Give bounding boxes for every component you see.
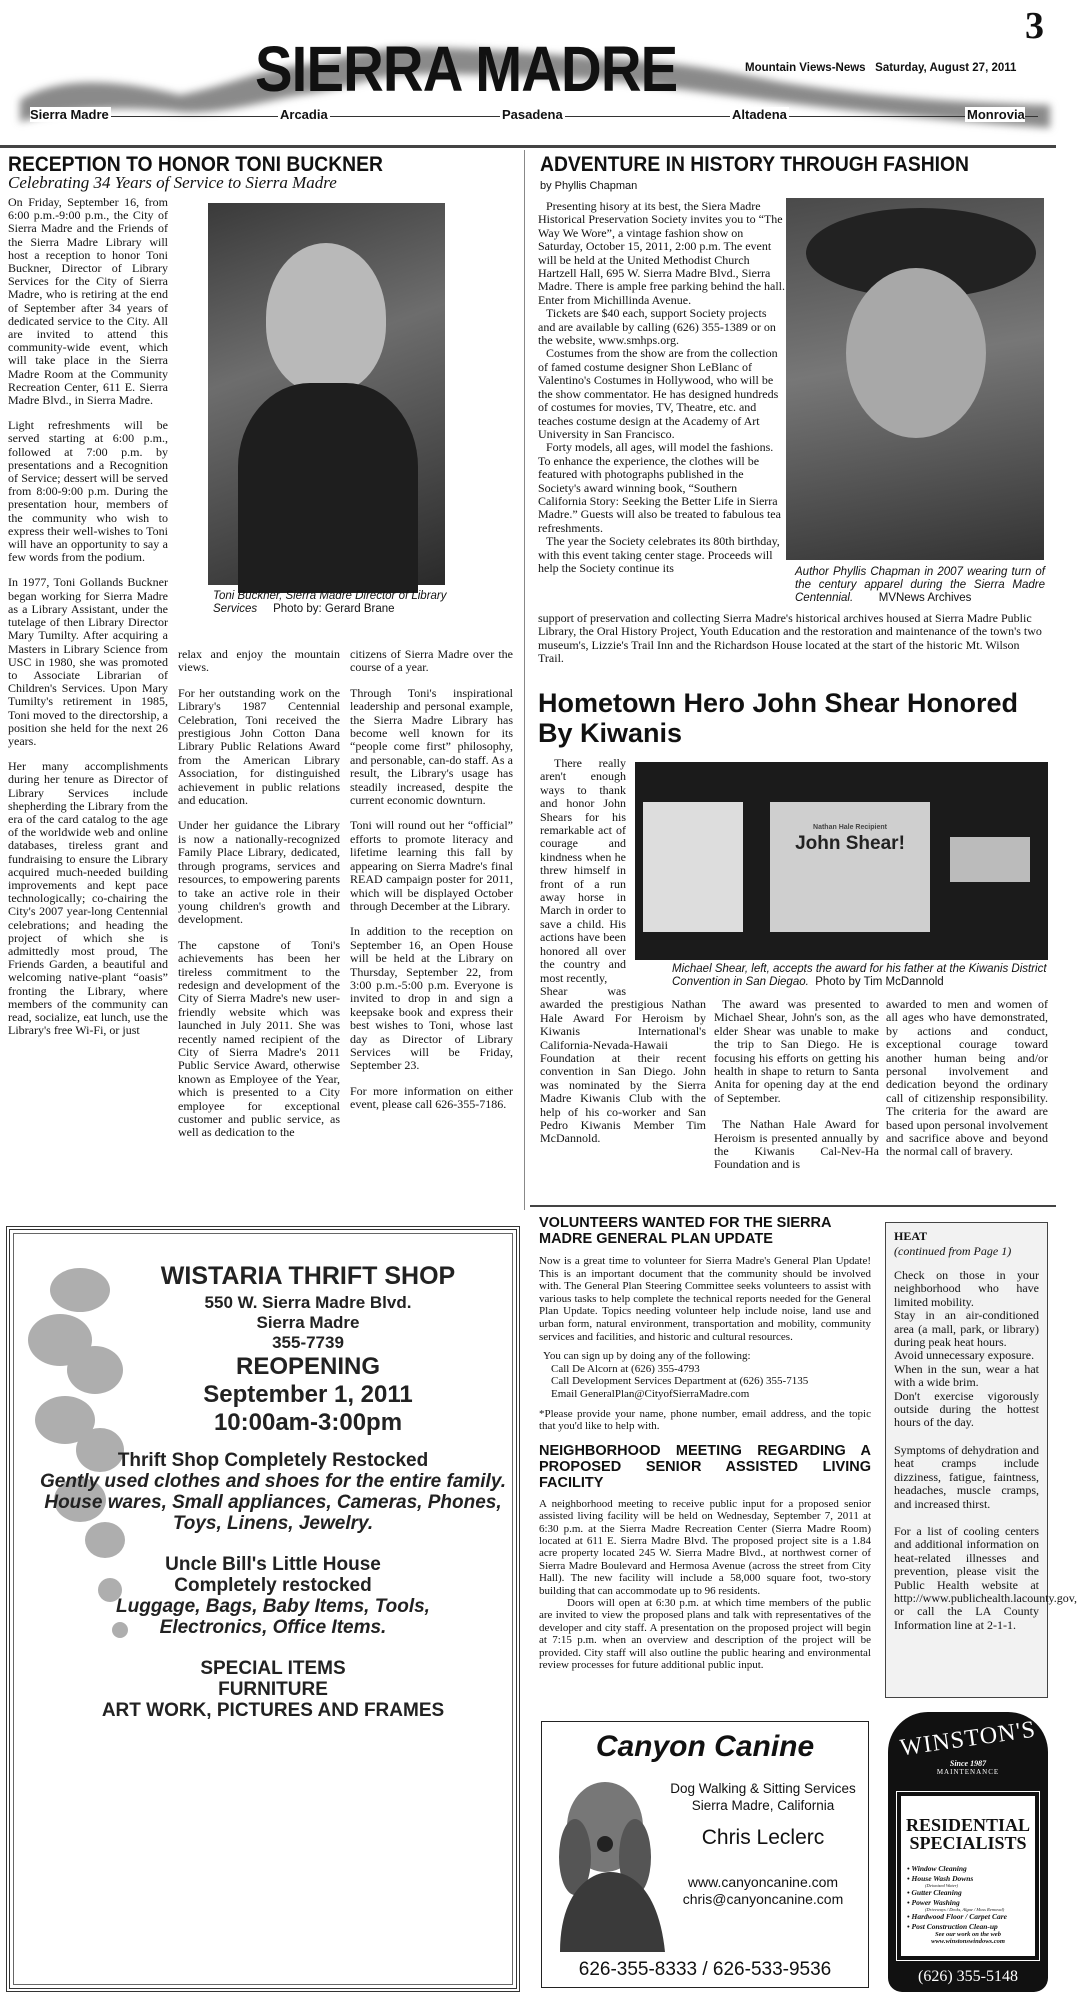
paragraph: Through Toni's inspirational leadership and personal example, the Sierra Madre Library has become well known for its “people come first” philosophy, and personable, can-do staff. As a result, the Library's usage has steadily increased, despite the current economic downturn. bbox=[350, 685, 513, 808]
publication-name: Mountain Views-News bbox=[745, 62, 866, 74]
paragraph: The year the Society celebrates its 80th birthday, with this event taking center stage. Proceeds will help the Society continue its bbox=[538, 534, 780, 575]
paragraph: For more information on either event, please call 626-355-7186. bbox=[350, 1083, 513, 1112]
volunteers-headline: VOLUNTEERS WANTED FOR THE SIERRA MADRE GENERAL PLAN UPDATE bbox=[539, 1215, 831, 1247]
winston-service-item: • Post Construction Clean-up bbox=[907, 1921, 998, 1931]
winston-headline-2: SPECIALISTS bbox=[909, 1833, 1027, 1853]
town-arcadia: Arcadia bbox=[280, 107, 328, 122]
volunteers-paragraph: Now is a great time to volunteer for Sierra Madre's General Plan Update! This is an important document that the community should be involved with. The General Plan Steering Committee seeks volunteers to assist with various tasks to help complete the technical reports needed for the General Plan Update. Topics needing volunteer help include noise, land use and urban form, natural environment, transportation and mobility, community services and facilities, and historic and cultural resources. bbox=[539, 1255, 871, 1343]
masthead-rule bbox=[0, 145, 1056, 148]
toni-column-1 bbox=[8, 196, 168, 1049]
winston-since: Since 1987 bbox=[949, 1759, 987, 1768]
paragraph: Doors will open at 6:30 p.m. at which time members of the public are invited to view the proposed plans and talk with representatives of the developer and city staff. A presentation on the proposed project will begin at 7:15 p.m. when an overview and description of the project will be provided. City staff will also outline the public hearing and environmental review processes for future additional public input. bbox=[539, 1596, 871, 1671]
town-sierra-madre: Sierra Madre bbox=[30, 107, 109, 122]
thrift-address: 550 W. Sierra Madre Blvd. bbox=[204, 1293, 412, 1312]
fashion-byline: by Phyllis Chapman bbox=[540, 180, 638, 192]
bloodhound-illustration bbox=[550, 1772, 670, 1952]
town-monrovia: Monrovia bbox=[967, 107, 1025, 122]
paragraph: citizens of Sierra Madre over the course of a year. bbox=[350, 647, 513, 675]
winston-service-item: • House Wash Downs bbox=[907, 1873, 974, 1883]
heat-sidebar bbox=[885, 1222, 1077, 1698]
paragraph: In addition to the reception on September 16, an Open House will be held at the Library on Thursday, September 22, from 3:00 p.m.-5:00 p.m. Everyone is invited to drop in and sign a keepsake book and express their best wishes to Toni, whose last day as Director of Library Services will be Friday, September 23. bbox=[350, 924, 513, 1073]
kiwanis-column-3: awarded to men and women of all ages who have demonstrated, by actions and conduct, exceptional courage toward another human being and/or personal involvement and dedication beyond the ordinary call of citizenship responsibility. The criteria for the award are based upon personal involvement and sacrifice above and beyond the normal call of bravery. bbox=[886, 997, 1048, 1159]
signup-item: Call Development Services Department at (626) 355-7135 bbox=[551, 1375, 809, 1388]
signup-item: Call De Alcorn at (626) 355-4793 bbox=[551, 1362, 700, 1375]
winstons-ad bbox=[888, 1712, 1048, 1992]
town-altadena: Altadena bbox=[732, 107, 787, 122]
uncle-bill-title: Uncle Bill's Little House bbox=[165, 1554, 381, 1575]
thrift-items-clothes: Gently used clothes and shoes for the entire family. bbox=[40, 1471, 506, 1492]
winston-headline-1: RESIDENTIAL bbox=[905, 1815, 1031, 1835]
masthead-title: SIERRA MADRE bbox=[255, 33, 678, 105]
section-rule bbox=[530, 1205, 1056, 1207]
paragraph: A neighborhood meeting to receive public input for a proposed senior assisted living facility will be held on Wednesday, September 7, 2011 at 6:30 p.m. at the Sierra Madre Recreation Center (Sierra Madre Room) located at 611 E. Sierra Madre Blvd. The proposed project site is a 1.84 acre property located 245 W. Sierra Madre Blvd., at northwest corner of Sierra Madre Boulevard and Hermosa Avenue (across the street from City Hall). The new facility will include a 58,000 square foot, two-story building that can accommodate up to 96 residents. bbox=[539, 1497, 871, 1597]
uncle-bill-items: Luggage, Bags, Baby Items, Tools, Electronics, Office Items. bbox=[116, 1596, 430, 1638]
winston-services bbox=[901, 1852, 1035, 1931]
toni-column-2 bbox=[178, 648, 340, 1152]
toni-subhead: Celebrating 34 Years of Service to Sierra Madre bbox=[8, 173, 337, 192]
neighborhood-body bbox=[539, 1498, 871, 1672]
canyon-canine-ad bbox=[541, 1721, 869, 1988]
paragraph: Her many accomplishments during her tenure as Director of Library Services include shepherding the Library from the era of the card catalog to the age of the worldwide web and online databases, tireless grant and fundraising to ensure the Library acquired much-needed building improvements and kept pace technologically; co-chairing the City's 2007 year-long Centennial celebrations; and heading the project of which she is admittedly most proud, The Friends Garden, a beautiful and welcoming native-plant “oasis” fronting the Library, where members of the community can read, socialize, eat lunch, use the Library's free Wi-Fi, or just bbox=[8, 759, 168, 1038]
heat-tip: When in the sun, wear a hat with a wide brim. bbox=[894, 1361, 1039, 1390]
kiwanis-headline: Hometown Hero John Shear Honored By Kiwanis bbox=[538, 688, 1019, 748]
town-pasadena: Pasadena bbox=[502, 107, 563, 122]
phyllis-photo-caption: Author Phyllis Chapman in 2007 wearing turn of the century apparel during the Sierra Madre Centennial. MVNews Archives bbox=[795, 566, 1045, 604]
thrift-city: Sierra Madre bbox=[256, 1313, 360, 1332]
winston-service-item: • Power Washing bbox=[907, 1897, 960, 1907]
canine-name: Canyon Canine bbox=[595, 1730, 815, 1763]
photo-spacer bbox=[626, 757, 706, 995]
winston-web-note: See our work on the web bbox=[935, 1931, 1001, 1938]
issue-date: Saturday, August 27, 2011 bbox=[875, 62, 1017, 74]
column-divider bbox=[524, 150, 525, 1210]
heat-tip: Don't exercise vigorously outside during the hottest hours of the day. bbox=[894, 1388, 1039, 1430]
winston-panel bbox=[899, 1794, 1037, 1958]
thrift-reopening: REOPENING bbox=[235, 1353, 381, 1380]
paragraph: For her outstanding work on the Library's 1987 Centennial Celebration, Toni received the prestigious John Cotton Dana Library Public Relations Award from the American Library Association, for distinguished achievement in public relations and education. bbox=[178, 685, 340, 808]
canine-phones: 626-355-8333 / 626-533-9536 bbox=[578, 1959, 832, 1980]
uncle-bill-subtitle: Completely restocked bbox=[174, 1575, 372, 1596]
thrift-restocked: Thrift Shop Completely Restocked bbox=[117, 1450, 429, 1471]
paragraph: Under her guidance the Library is now a nationally-recognized Family Place Library, dedicated, through programs, services and resources, to empowering parents to take an active role in their young children's growth and development. bbox=[178, 818, 340, 927]
paragraph: In 1977, Toni Gollands Buckner began working for Sierra Madre as a Library Assistant, under the tutelage of then Library Director Mary Tumilty. After acquiring a Masters in Library Science from USC in 1980, she was promoted to Associate Librarian of Children's Services. Upon Mary Tumilty's retirement in 1985, Toni moved to the directorship, a position she held for the next 26 years. bbox=[8, 575, 168, 748]
heat-tip: Stay in an air-conditioned area (a mall, park, or library) during peak heat hours. bbox=[894, 1308, 1039, 1350]
paragraph: Costumes from the show are from the collection of famed costume designer Shon LeBlanc of Valentino's Costumes in Hollywood, who will be the show commentator. He has designed hundreds of costumes for movies, TV, Theatre, etc. and teaches costume design at the Academy of Art University in San Francisco. bbox=[538, 346, 779, 441]
banner-small-text: Nathan Hale Recipient bbox=[813, 824, 887, 831]
kiwanis-flow bbox=[540, 757, 706, 1146]
furniture: FURNITURE bbox=[218, 1679, 328, 1700]
paragraph: The Nathan Hale Award for Heroism is presented annually by the Kiwanis Cal-Nev-Ha Foundation and is bbox=[714, 1117, 879, 1172]
notices-flow bbox=[539, 1215, 871, 1671]
canine-website: www.canyoncanine.com bbox=[687, 1874, 839, 1890]
winston-website: www.winstonswindows.com bbox=[931, 1938, 1005, 1945]
heat-symptoms: Symptoms of dehydration and heat cramps include dizziness, fatigue, faintness, headaches, muscle cramps, and increased thirst. bbox=[894, 1442, 1039, 1511]
paragraph: The award was presented to Michael Shear, John's son, as the elder Shear was unable to make the trip to San Diego. He is focusing his efforts on getting his health in shape to return to Santa Anita for opening day at the end of September. bbox=[714, 997, 879, 1105]
special-items: SPECIAL ITEMS bbox=[200, 1658, 346, 1679]
winston-maintenance: MAINTENANCE bbox=[936, 1768, 1000, 1776]
fashion-headline: ADVENTURE IN HISTORY THROUGH FASHION bbox=[540, 153, 970, 176]
toni-headline: RECEPTION TO HONOR TONI BUCKNER bbox=[8, 153, 383, 176]
fashion-continuation: support of preservation and collecting Sierra Madre's historical archives housed at Sierra Madre Public Library, the Oral History Project, Youth Education and the restoration and maintenance of the town's two museum's, Lizzie's Trail Inn and the Richardson House located at the start of the historic Mt. Wilson Trail. bbox=[538, 611, 1042, 666]
banner-text: John Shear! bbox=[795, 833, 905, 854]
winston-name: WINSTON'S bbox=[898, 1716, 1038, 1762]
winston-service-item: • Gutter Cleaning bbox=[907, 1888, 962, 1897]
paragraph: On Friday, September 16, from 6:00 p.m.-9:00 p.m., the City of Sierra Madre and the Friends of the Sierra Madre Library will host a reception to honor Toni Buckner, Director of Library Services for the City of Sierra Madre, who is retiring at the end of September after 34 years of dedicated service to the City. All are invited to attend this community-wide event, which will take place in the Sierra Madre Room at the Community Recreation Center, 611 E. Sierra Madre Blvd., in Sierra Madre. bbox=[8, 195, 168, 408]
heat-title: HEAT bbox=[894, 1229, 928, 1243]
heat-tip: Check on those in your neighborhood who have limited mobility. bbox=[894, 1268, 1039, 1309]
volunteers-body bbox=[539, 1255, 871, 1433]
paragraph: Tickets are $40 each, support Society projects and are available by calling (626) 355-1389 or on the website, www.smhps.org. bbox=[538, 306, 776, 348]
art-work: ART WORK, PICTURES AND FRAMES bbox=[101, 1700, 445, 1721]
canine-location: Sierra Madre, California bbox=[691, 1798, 835, 1813]
paragraph: Toni will round out her “official” efforts to promote literacy and lifetime learning this fall by appearing on Sierra Madre's final READ campaign poster for 2011, which will be displayed October through December at the Library. bbox=[350, 818, 513, 913]
heat-tip: Avoid unnecessary exposure. bbox=[894, 1348, 1035, 1363]
photo-credit: MVNews Archives bbox=[878, 592, 972, 604]
winston-service-item: • Window Cleaning bbox=[907, 1864, 967, 1873]
fashion-flow bbox=[538, 200, 1048, 666]
masthead-dateline bbox=[745, 62, 1016, 74]
winston-service-note: (Driveways / Decks, Algae / Moss Removal) bbox=[925, 1907, 1005, 1912]
photo-credit: Photo by: Gerard Brane bbox=[273, 603, 395, 615]
paragraph: Presenting hisory at its best, the Siera Madre Historical Preservation Society invites you to “The Way We Wore”, a vintage fashion show on Saturday, October 15, 2011, 2:00 p.m. The event will be held at the United Methodist Church Hartzell Hall, 695 W. Sierra Madre Blvd., Sierra Madre. There is ample free parking behind the hall. Enter from Michillinda Avenue. bbox=[538, 199, 786, 307]
paragraph: relax and enjoy the mountain views. bbox=[178, 647, 340, 675]
heat-subtitle: (continued from Page 1) bbox=[894, 1244, 1012, 1258]
canine-email: chris@canyoncanine.com bbox=[682, 1891, 844, 1907]
paragraph: Light refreshments will be served starting at 6:00 p.m., followed at 7:00 p.m. by presentations and a Recognition of Service; dessert will be served from 8:00-9:00 p.m. During the presentation hour, members of the community who wish to express their well-wishes to Toni will have an opportunity to say a few words from the podium. bbox=[8, 418, 168, 565]
thrift-phone: 355-7739 bbox=[272, 1333, 344, 1352]
thrift-items-housewares: House wares, Small appliances, Cameras, Phones, Toys, Linens, Jewelry. bbox=[44, 1492, 502, 1534]
thrift-name: WISTARIA THRIFT SHOP bbox=[160, 1262, 456, 1290]
toni-photo-caption: Toni Buckner, Sierra Madre Director of Library Services Photo by: Gerard Brane bbox=[213, 590, 447, 615]
winston-service-note: (Deionized Water) bbox=[925, 1883, 958, 1888]
heat-tips bbox=[894, 1269, 1039, 1430]
paragraph: The capstone of Toni's achievements has been her tireless commitment to the redesign and development of the City of Sierra Madre's new user-friendly website which was launched in July 2011. She was recently named recipient of the City of Sierra Madre's 2011 Public Service Award, otherwise known as Employee of the Year, which is presented to a City employee for exceptional customer and public service, as well as dedication to the bbox=[178, 937, 340, 1140]
photo-spacer bbox=[786, 200, 1048, 612]
neighborhood-headline: NEIGHBORHOOD MEETING REGARDING A PROPOSED SENIOR ASSISTED LIVING FACILITY bbox=[539, 1442, 871, 1491]
photo-credit: Photo by Tim McDannold bbox=[815, 976, 944, 988]
canine-person: Chris Leclerc bbox=[701, 1826, 825, 1849]
thrift-date: September 1, 2011 bbox=[203, 1381, 413, 1408]
kiwanis-column-2 bbox=[714, 998, 879, 1185]
winston-service-item: • Hardwood Floor / Carpet Care bbox=[907, 1912, 1007, 1921]
page-number: 3 bbox=[1025, 5, 1044, 47]
toni-column-3 bbox=[350, 648, 513, 1124]
canine-service: Dog Walking & Sitting Services bbox=[670, 1781, 856, 1796]
kiwanis-column-1: Shear was awarded the prestigious Nathan Hale Award For Heroism by Kiwanis International's California-Nevada-Hawaii Foundation at their recent convention in San Diego. John was nominated by the Sierra Madre Kiwanis Club with the help of his co-worker and San Pedro Kiwanis Member Tim McDannold. bbox=[540, 983, 706, 1146]
toni-photo bbox=[208, 203, 445, 585]
winston-phone: (626) 355-5148 bbox=[918, 1968, 1018, 1985]
thrift-hours: 10:00am-3:00pm bbox=[213, 1409, 403, 1436]
paragraph: Forty models, all ages, will model the fashions. To enhance the experience, the clothes will be featured with photographs published in the Society's award winning book, “Southern California Story: Seeking the Better Life in Sierra Madre.” Guests will also be treated to fabulous tea refreshments. bbox=[538, 440, 781, 535]
signup-intro: You can sign up by doing any of the following: bbox=[543, 1350, 751, 1363]
kiwanis-photo-caption: Michael Shear, left, accepts the award for his father at the Kiwanis District Convention in San Diegao. Photo by Tim McDannold bbox=[672, 963, 1047, 988]
heat-info: For a list of cooling centers and additional information on heat-related illnesses and prevention, please visit the Public Health website at http://www.publichealth.lacounty.gov, or call the LA County Information line at 2-1-1. bbox=[894, 1523, 1077, 1632]
signup-item: Email GeneralPlan@CityofSierraMadre.com bbox=[551, 1387, 750, 1400]
signup-list bbox=[539, 1363, 871, 1401]
wistaria-thrift-ad bbox=[6, 1226, 520, 1992]
kiwanis-lead: There really aren't enough ways to thank and honor John Shears for his remarkable act of courage and kindness when he threw himself in front of a run away horse in March in order to save a child. His actions have been honored all over the country and most recently, bbox=[540, 756, 626, 985]
volunteers-note: *Please provide your name, phone number, email address, and the topic that you'd like to help with. bbox=[539, 1407, 871, 1433]
